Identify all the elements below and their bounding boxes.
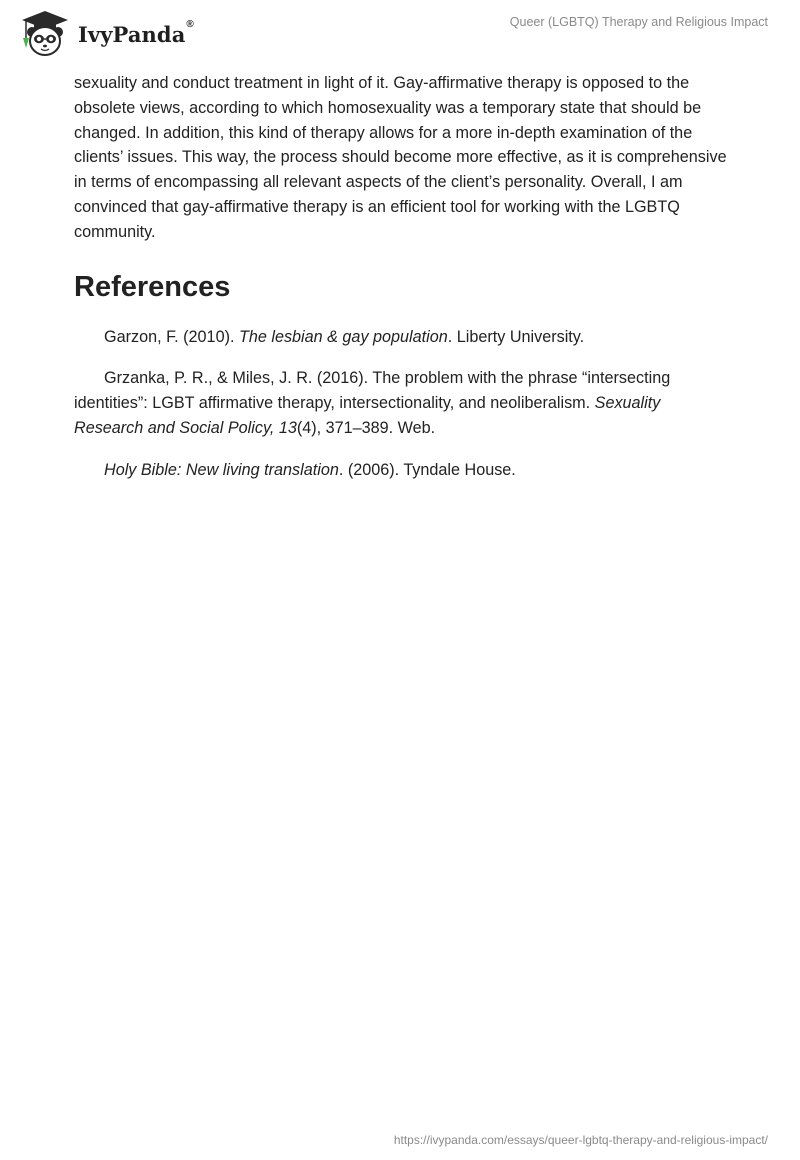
document-title: Queer (LGBTQ) Therapy and Religious Impact bbox=[509, 15, 768, 29]
essay-content bbox=[74, 71, 734, 483]
source-url-link[interactable]: https://ivypanda.com/essays/queer-lgbtq-therapy-and-religious-impact/ bbox=[393, 1133, 768, 1147]
reference-item: Garzon, F. (2010). The lesbian & gay population. Liberty University. bbox=[104, 327, 585, 346]
panda-graduation-cap-icon bbox=[14, 8, 76, 58]
reference-item: Holy Bible: New living translation. (2006). Tyndale House. bbox=[104, 460, 516, 479]
ivypanda-logo[interactable] bbox=[14, 8, 194, 58]
references-heading: References bbox=[74, 270, 231, 303]
reference-item: Grzanka, P. R., & Miles, J. R. (2016). The problem with the phrase “intersecting identities”: LGBT affirmative therapy, intersectionality, and neoliberalism. Sexuality Research and Social Policy, 13(4), 371–389. Web. bbox=[74, 369, 671, 437]
registered-mark: ® bbox=[186, 18, 194, 30]
brand-name: IvyPanda® bbox=[78, 18, 194, 47]
page-header bbox=[0, 0, 800, 64]
body-paragraph: sexuality and conduct treatment in light of it. Gay-affirmative therapy is opposed to the obsolete views, according to which homosexuality was a temporary state that should be changed. In addition, this kind of therapy allows for a more in-depth examination of the clients’ issues. This way, the process should become more effective, as it is comprehensive in terms of encompassing all relevant aspects of the client’s personality. Overall, I am convinced that gay-affirmative therapy is an efficient tool for working with the LGBTQ community. bbox=[74, 74, 727, 241]
